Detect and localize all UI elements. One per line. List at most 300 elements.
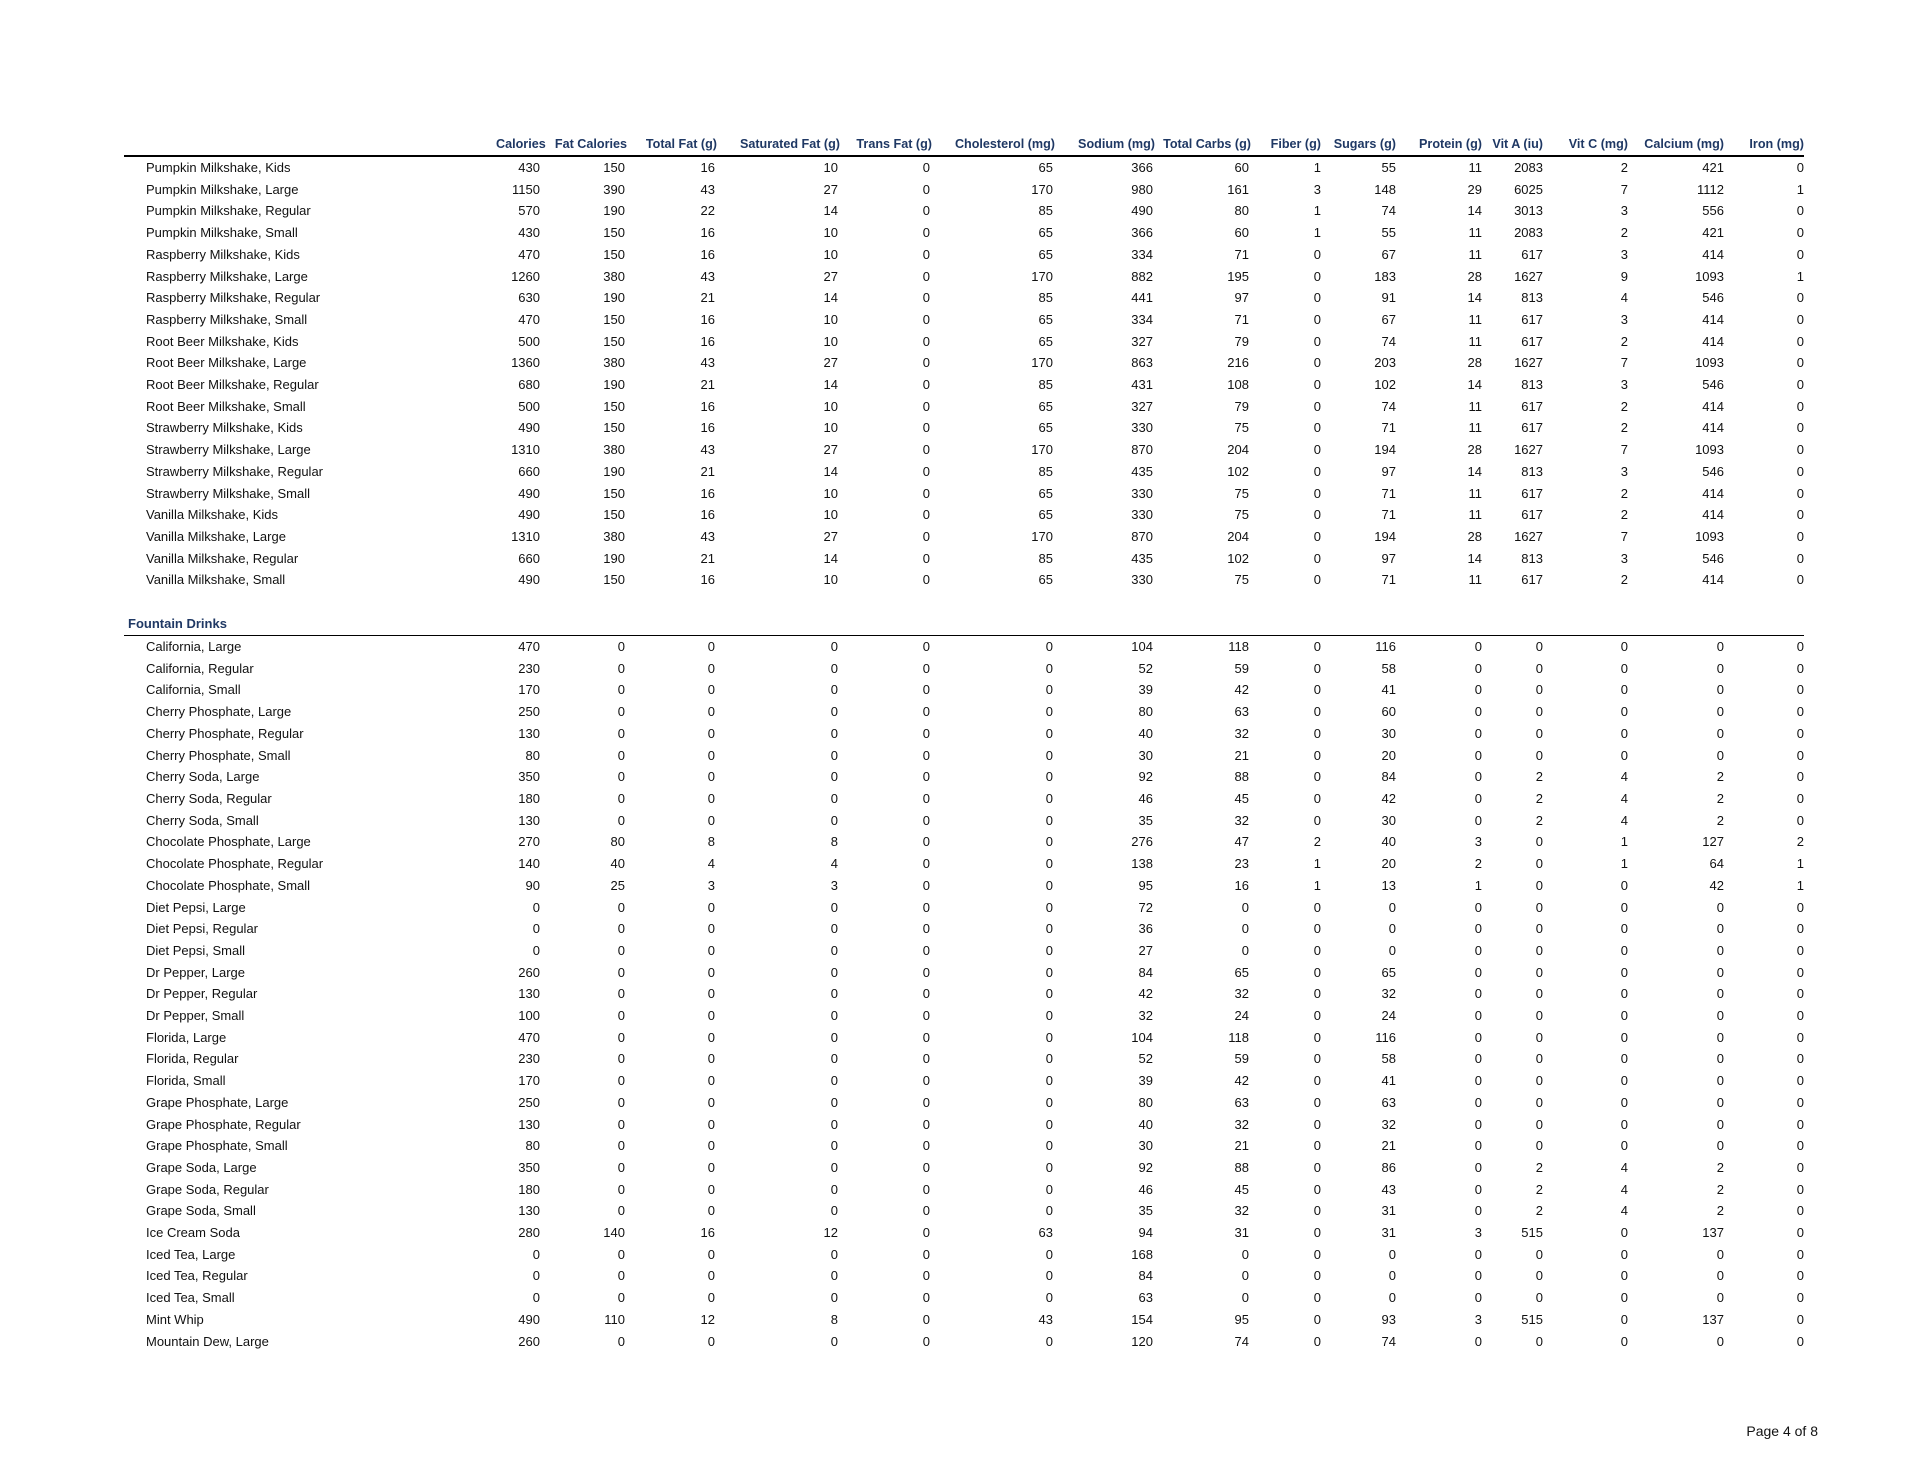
table-cell: 0	[1535, 877, 1543, 893]
table-cell: 0	[1313, 1073, 1321, 1089]
table-cell: 16	[700, 160, 715, 175]
table-cell: 92	[1138, 1159, 1153, 1175]
table-cell: 0	[1796, 704, 1804, 720]
table-cell: 0	[1313, 790, 1321, 806]
table-cell: 0	[922, 747, 930, 763]
page-number: Page 4 of 8	[1746, 1423, 1818, 1439]
table-row	[124, 1309, 1804, 1331]
table-cell: 0	[707, 1246, 715, 1262]
table-cell: 43	[1381, 1181, 1396, 1197]
table-cell: 0	[1045, 1268, 1053, 1284]
table-cell: 546	[1702, 377, 1724, 393]
table-cell: 0	[707, 1138, 715, 1154]
table-cell: 0	[1388, 942, 1396, 958]
table-cell: 21	[700, 463, 715, 479]
item-name: Pumpkin Milkshake, Kids	[146, 160, 291, 175]
table-cell: 0	[1474, 769, 1482, 785]
table-cell: 1112	[1697, 181, 1724, 197]
table-cell: 11	[1468, 225, 1482, 241]
table-cell: 0	[830, 639, 838, 655]
table-row	[124, 962, 1804, 984]
table-cell: 23	[1234, 856, 1249, 872]
nutrition-table	[124, 133, 1804, 1352]
table-cell: 22	[700, 203, 715, 219]
table-cell: 0	[1313, 463, 1321, 479]
table-cell: 1093	[1695, 528, 1724, 544]
table-cell: 0	[922, 463, 930, 479]
table-cell: 334	[1131, 311, 1153, 327]
table-cell: 28	[1467, 528, 1482, 544]
table-cell: 0	[922, 769, 930, 785]
table-cell: 546	[1702, 463, 1724, 479]
table-cell: 0	[1716, 660, 1724, 676]
table-cell: 0	[1474, 1008, 1482, 1024]
table-cell: 0	[1796, 572, 1804, 588]
table-cell: 0	[1716, 704, 1724, 720]
table-cell: 1093	[1695, 442, 1724, 458]
table-cell: 0	[1535, 921, 1543, 937]
column-header: Protein (g)	[1396, 133, 1482, 156]
table-cell: 0	[1796, 747, 1804, 763]
table-cell: 870	[1131, 528, 1153, 544]
table-cell: 71	[1234, 311, 1249, 327]
table-cell: 0	[922, 355, 930, 371]
table-cell: 14	[823, 550, 838, 566]
table-cell: 1360	[511, 355, 540, 371]
table-cell: 0	[1045, 704, 1053, 720]
table-cell: 0	[1241, 942, 1249, 958]
table-cell: 0	[1045, 747, 1053, 763]
table-cell: 183	[1374, 268, 1396, 284]
table-row	[124, 1244, 1804, 1266]
table-cell: 813	[1521, 290, 1543, 306]
table-cell: 3	[1620, 550, 1628, 566]
table-row	[124, 309, 1804, 331]
table-cell: 546	[1702, 550, 1724, 566]
table-cell: 0	[1796, 1073, 1804, 1089]
table-cell: 327	[1131, 333, 1153, 349]
table-cell: 0	[1474, 1051, 1482, 1067]
table-cell: 10	[823, 225, 838, 241]
table-cell: 0	[1716, 747, 1724, 763]
table-cell: 1627	[1514, 268, 1543, 284]
table-cell: 4	[1620, 1203, 1628, 1219]
table-cell: 39	[1138, 682, 1153, 698]
table-cell: 0	[1313, 1159, 1321, 1175]
table-row	[124, 658, 1804, 680]
item-name: Grape Soda, Regular	[146, 1181, 269, 1197]
table-cell: 0	[707, 1008, 715, 1024]
table-cell: 4	[1620, 769, 1628, 785]
table-cell: 130	[518, 812, 540, 828]
table-cell: 0	[1241, 1290, 1249, 1306]
table-cell: 490	[518, 420, 540, 436]
table-cell: 0	[617, 1333, 625, 1349]
table-cell: 0	[1796, 442, 1804, 458]
table-cell: 32	[1138, 1008, 1153, 1024]
section-header-row	[124, 613, 1804, 636]
table-cell: 617	[1521, 246, 1543, 262]
table-cell: 0	[830, 1116, 838, 1132]
table-cell: 42	[1234, 682, 1249, 698]
table-cell: 0	[922, 1311, 930, 1327]
item-name: Chocolate Phosphate, Regular	[146, 856, 324, 872]
table-cell: 0	[1796, 769, 1804, 785]
item-name: Raspberry Milkshake, Large	[146, 268, 308, 284]
table-cell: 150	[603, 572, 625, 588]
table-cell: 0	[1045, 1290, 1053, 1306]
table-cell: 1	[1313, 160, 1321, 175]
table-cell: 0	[1620, 1094, 1628, 1110]
table-cell: 431	[1131, 377, 1153, 393]
table-cell: 0	[1313, 290, 1321, 306]
table-cell: 43	[700, 181, 715, 197]
table-cell: 0	[1535, 1073, 1543, 1089]
table-row	[124, 461, 1804, 483]
table-cell: 0	[617, 1094, 625, 1110]
table-cell: 0	[922, 812, 930, 828]
table-cell: 0	[1535, 725, 1543, 741]
table-cell: 14	[1467, 203, 1482, 219]
table-cell: 414	[1702, 572, 1724, 588]
table-cell: 0	[1313, 355, 1321, 371]
table-cell: 0	[1474, 725, 1482, 741]
table-cell: 0	[1796, 964, 1804, 980]
table-cell: 3	[1474, 1225, 1482, 1241]
table-cell: 0	[617, 899, 625, 915]
table-cell: 0	[1796, 203, 1804, 219]
table-cell: 0	[1313, 812, 1321, 828]
table-cell: 327	[1131, 398, 1153, 414]
table-cell: 270	[518, 834, 540, 850]
table-cell: 11	[1468, 311, 1482, 327]
table-cell: 0	[1313, 1138, 1321, 1154]
item-name: Vanilla Milkshake, Small	[146, 572, 286, 588]
table-cell: 20	[1381, 856, 1396, 872]
table-cell: 0	[1716, 725, 1724, 741]
table-cell: 470	[518, 311, 540, 327]
table-cell: 0	[1716, 682, 1724, 698]
table-header-row	[124, 133, 1804, 156]
table-cell: 65	[1038, 225, 1053, 241]
table-cell: 104	[1131, 639, 1153, 655]
table-cell: 16	[700, 225, 715, 241]
item-name: Root Beer Milkshake, Kids	[146, 333, 299, 349]
table-cell: 0	[1716, 1268, 1724, 1284]
table-cell: 65	[1381, 964, 1396, 980]
table-cell: 0	[707, 769, 715, 785]
table-cell: 32	[1381, 986, 1396, 1002]
table-cell: 570	[518, 203, 540, 219]
table-cell: 0	[922, 420, 930, 436]
table-cell: 31	[1234, 1225, 1249, 1241]
item-name: Iced Tea, Small	[146, 1290, 235, 1306]
table-cell: 0	[617, 747, 625, 763]
table-cell: 65	[1038, 507, 1053, 523]
table-cell: 0	[922, 964, 930, 980]
table-cell: 0	[1796, 1225, 1804, 1241]
table-cell: 150	[603, 311, 625, 327]
table-cell: 150	[603, 225, 625, 241]
table-cell: 168	[1131, 1246, 1153, 1262]
table-cell: 0	[617, 1290, 625, 1306]
item-name: Cherry Soda, Regular	[146, 790, 272, 806]
table-row	[124, 244, 1804, 266]
table-cell: 0	[1045, 1029, 1053, 1045]
table-cell: 0	[707, 942, 715, 958]
table-cell: 421	[1702, 160, 1724, 175]
table-cell: 190	[603, 377, 625, 393]
table-cell: 0	[1045, 1159, 1053, 1175]
item-name: Pumpkin Milkshake, Small	[146, 225, 298, 241]
table-cell: 813	[1521, 463, 1543, 479]
table-cell: 0	[1620, 1051, 1628, 1067]
table-row	[124, 1331, 1804, 1353]
table-cell: 1	[1796, 181, 1804, 197]
table-cell: 0	[1796, 1094, 1804, 1110]
table-cell: 0	[1474, 1116, 1482, 1132]
table-cell: 180	[518, 790, 540, 806]
table-cell: 3	[1620, 246, 1628, 262]
table-cell: 0	[1388, 1268, 1396, 1284]
table-cell: 74	[1381, 203, 1396, 219]
table-cell: 0	[1535, 1246, 1543, 1262]
table-cell: 0	[1535, 1094, 1543, 1110]
item-name: Grape Phosphate, Regular	[146, 1116, 301, 1132]
table-cell: 0	[830, 1246, 838, 1262]
table-cell: 380	[603, 268, 625, 284]
item-name: Pumpkin Milkshake, Regular	[146, 203, 311, 219]
table-cell: 0	[830, 1268, 838, 1284]
table-cell: 334	[1131, 246, 1153, 262]
table-cell: 0	[1620, 1029, 1628, 1045]
table-cell: 0	[1313, 1029, 1321, 1045]
table-cell: 0	[1313, 1051, 1321, 1067]
table-cell: 7	[1620, 528, 1628, 544]
table-cell: 435	[1131, 463, 1153, 479]
table-cell: 0	[922, 856, 930, 872]
table-cell: 0	[922, 203, 930, 219]
table-cell: 0	[1620, 1116, 1628, 1132]
table-cell: 0	[1535, 986, 1543, 1002]
table-cell: 0	[1045, 1203, 1053, 1219]
table-cell: 0	[1796, 311, 1804, 327]
table-cell: 0	[617, 942, 625, 958]
table-cell: 2	[1620, 507, 1628, 523]
table-cell: 0	[1796, 1138, 1804, 1154]
table-cell: 1	[1313, 856, 1321, 872]
table-cell: 0	[1535, 747, 1543, 763]
table-cell: 0	[830, 747, 838, 763]
table-cell: 0	[1045, 812, 1053, 828]
table-cell: 280	[518, 1225, 540, 1241]
table-cell: 0	[1474, 1181, 1482, 1197]
table-cell: 0	[1313, 268, 1321, 284]
table-cell: 0	[1716, 986, 1724, 1002]
table-cell: 2	[1313, 834, 1321, 850]
table-cell: 0	[830, 1290, 838, 1306]
table-cell: 0	[1796, 246, 1804, 262]
item-name: Root Beer Milkshake, Regular	[146, 377, 319, 393]
table-cell: 11	[1468, 507, 1482, 523]
table-cell: 2	[1620, 572, 1628, 588]
table-cell: 74	[1381, 1333, 1396, 1349]
table-cell: 14	[1467, 550, 1482, 566]
table-row	[124, 1070, 1804, 1092]
table-cell: 660	[518, 463, 540, 479]
item-name: Cherry Soda, Small	[146, 812, 259, 828]
table-cell: 1	[1474, 877, 1482, 893]
table-cell: 0	[830, 964, 838, 980]
table-cell: 161	[1227, 181, 1249, 197]
table-cell: 0	[922, 290, 930, 306]
table-cell: 43	[700, 268, 715, 284]
table-cell: 94	[1138, 1225, 1153, 1241]
table-cell: 64	[1709, 856, 1724, 872]
table-cell: 2	[1535, 1159, 1543, 1175]
table-cell: 0	[1313, 964, 1321, 980]
table-cell: 0	[617, 1181, 625, 1197]
column-header: Total Carbs (g)	[1155, 133, 1251, 156]
table-cell: 27	[823, 528, 838, 544]
table-cell: 0	[1474, 1159, 1482, 1175]
table-cell: 80	[525, 747, 540, 763]
table-cell: 12	[700, 1311, 715, 1327]
table-row	[124, 897, 1804, 919]
table-cell: 0	[1716, 1008, 1724, 1024]
table-cell: 414	[1702, 246, 1724, 262]
column-header: Fiber (g)	[1251, 133, 1321, 156]
item-name: Raspberry Milkshake, Small	[146, 311, 308, 327]
table-cell: 430	[518, 160, 540, 175]
table-cell: 190	[603, 290, 625, 306]
table-cell: 1	[1313, 877, 1321, 893]
table-cell: 0	[1045, 834, 1053, 850]
item-name: Cherry Phosphate, Large	[146, 704, 292, 720]
table-cell: 150	[603, 246, 625, 262]
table-cell: 0	[1313, 550, 1321, 566]
table-cell: 0	[830, 725, 838, 741]
table-cell: 380	[603, 442, 625, 458]
table-cell: 65	[1038, 485, 1053, 501]
table-cell: 0	[922, 442, 930, 458]
table-cell: 0	[1474, 1138, 1482, 1154]
table-cell: 0	[1474, 921, 1482, 937]
table-cell: 490	[518, 507, 540, 523]
table-cell: 204	[1227, 528, 1249, 544]
item-name: Diet Pepsi, Regular	[146, 921, 258, 937]
table-cell: 260	[518, 964, 540, 980]
table-cell: 0	[1535, 1290, 1543, 1306]
table-cell: 0	[830, 1073, 838, 1089]
item-name: Iced Tea, Large	[146, 1246, 236, 1262]
table-cell: 130	[518, 1203, 540, 1219]
table-cell: 137	[1702, 1311, 1724, 1327]
table-cell: 0	[532, 921, 540, 937]
table-cell: 0	[617, 921, 625, 937]
table-cell: 4	[1620, 1181, 1628, 1197]
table-cell: 127	[1702, 834, 1724, 850]
table-cell: 27	[823, 442, 838, 458]
table-cell: 660	[518, 550, 540, 566]
table-cell: 190	[603, 463, 625, 479]
table-cell: 203	[1374, 355, 1396, 371]
table-cell: 0	[617, 986, 625, 1002]
table-cell: 0	[1535, 964, 1543, 980]
table-cell: 0	[1313, 572, 1321, 588]
table-cell: 0	[707, 1203, 715, 1219]
table-cell: 0	[1313, 1290, 1321, 1306]
table-cell: 0	[1796, 355, 1804, 371]
table-cell: 0	[1474, 812, 1482, 828]
table-cell: 0	[922, 268, 930, 284]
table-cell: 0	[1620, 1333, 1628, 1349]
table-cell: 0	[1045, 1181, 1053, 1197]
table-cell: 0	[532, 1290, 540, 1306]
table-row	[124, 940, 1804, 962]
item-name: Grape Soda, Small	[146, 1203, 256, 1219]
table-cell: 350	[518, 769, 540, 785]
table-cell: 490	[518, 1311, 540, 1327]
table-cell: 414	[1702, 507, 1724, 523]
table-cell: 3	[1474, 834, 1482, 850]
table-cell: 0	[617, 769, 625, 785]
table-cell: 16	[700, 246, 715, 262]
table-cell: 515	[1521, 1311, 1543, 1327]
table-cell: 0	[1716, 1094, 1724, 1110]
table-cell: 0	[1045, 1008, 1053, 1024]
table-cell: 0	[922, 572, 930, 588]
table-cell: 0	[1313, 1246, 1321, 1262]
table-cell: 86	[1381, 1159, 1396, 1175]
item-name: Root Beer Milkshake, Small	[146, 398, 306, 414]
table-cell: 0	[1796, 1246, 1804, 1262]
table-cell: 30	[1138, 1138, 1153, 1154]
table-cell: 97	[1381, 463, 1396, 479]
table-cell: 0	[1045, 899, 1053, 915]
table-cell: 0	[1474, 942, 1482, 958]
table-cell: 16	[1234, 877, 1249, 893]
table-cell: 0	[1313, 899, 1321, 915]
table-cell: 0	[830, 1333, 838, 1349]
table-cell: 41	[1381, 682, 1396, 698]
table-cell: 14	[823, 290, 838, 306]
table-cell: 4	[830, 856, 838, 872]
table-cell: 30	[1138, 747, 1153, 763]
table-cell: 0	[830, 1203, 838, 1219]
table-row	[124, 222, 1804, 244]
item-name: Dr Pepper, Regular	[146, 986, 258, 1002]
table-cell: 170	[1031, 181, 1053, 197]
table-cell: 2	[1716, 1181, 1724, 1197]
item-name: Strawberry Milkshake, Small	[146, 485, 310, 501]
table-cell: 11	[1468, 160, 1482, 175]
table-cell: 500	[518, 398, 540, 414]
table-cell: 42	[1138, 986, 1153, 1002]
table-cell: 0	[1796, 899, 1804, 915]
table-cell: 140	[518, 856, 540, 872]
table-cell: 65	[1038, 246, 1053, 262]
table-cell: 3013	[1514, 203, 1543, 219]
table-cell: 59	[1234, 1051, 1249, 1067]
table-cell: 0	[707, 812, 715, 828]
table-cell: 250	[518, 704, 540, 720]
table-cell: 79	[1234, 398, 1249, 414]
table-cell: 0	[922, 181, 930, 197]
table-cell: 72	[1138, 899, 1153, 915]
table-cell: 92	[1138, 769, 1153, 785]
table-cell: 74	[1381, 398, 1396, 414]
